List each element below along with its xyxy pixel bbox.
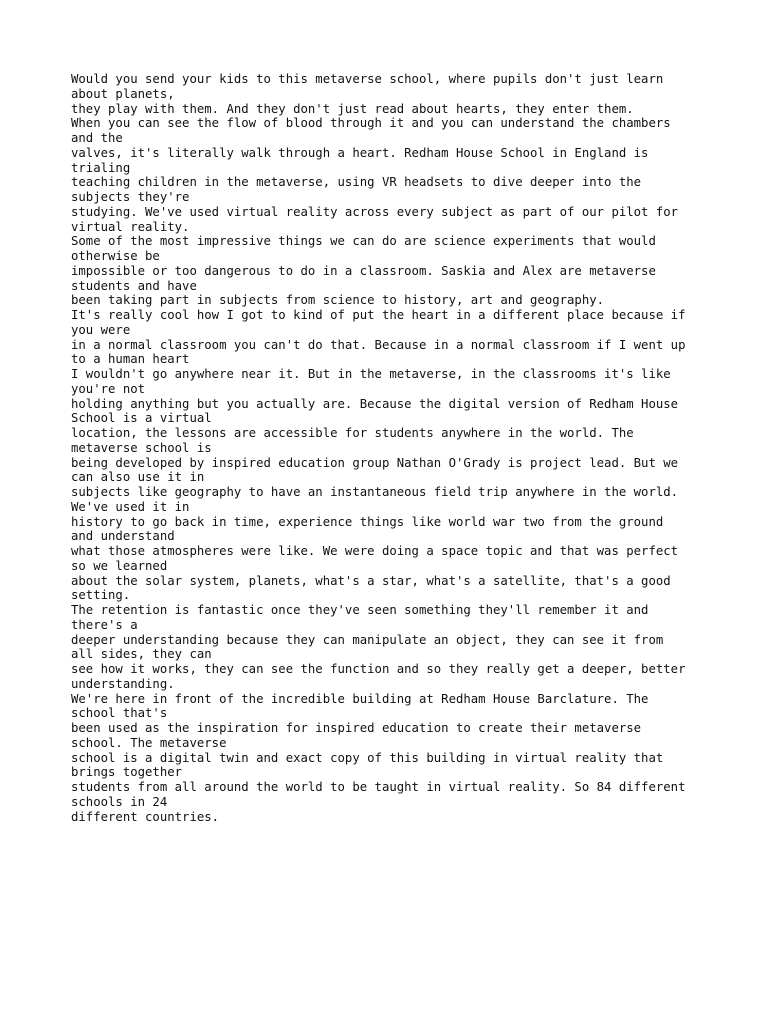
transcript-line: It's really cool how I got to kind of put the heart in a different place because if: [71, 308, 686, 322]
transcript-line: Some of the most impressive things we can do are science experiments that would: [71, 234, 656, 249]
transcript-line: I wouldn't go anywhere near it. But in the metaverse, in the classrooms it's like: [71, 367, 671, 381]
transcript-line: virtual reality.: [71, 219, 190, 234]
transcript-line: you were: [71, 322, 131, 337]
transcript-line: location, the lessons are accessible for students anywhere in the world. The: [71, 426, 634, 440]
transcript-line: brings together: [71, 765, 183, 780]
transcript-line: about the solar system, planets, what's a star, what's a satellite, that's a good: [71, 573, 671, 588]
transcript-line: We're here in front of the incredible building at Redham House Barclature. The: [71, 691, 649, 706]
transcript-line: otherwise be: [71, 249, 160, 263]
transcript-line: valves, it's literally walk through a heart. Redham House School in England is: [71, 145, 649, 160]
transcript-line: teaching children in the metaverse, using VR headsets to dive deeper into the: [71, 175, 642, 190]
transcript-line: you're not: [71, 381, 146, 396]
transcript-line: holding anything but you actually are. Because the digital version of Redham House: [71, 396, 679, 411]
transcript-line: there's a: [71, 617, 138, 632]
transcript-line: When you can see the flow of blood through it and you can understand the chambers: [71, 116, 671, 131]
transcript-line: metaverse school is: [71, 440, 212, 455]
transcript-line: The retention is fantastic once they've seen something they'll remember it and: [71, 603, 649, 617]
transcript-line: they play with them. And they don't just read about hearts, they enter them.: [71, 101, 634, 116]
transcript-line: trialing: [71, 160, 131, 175]
transcript-line: studying. We've used virtual reality across every subject as part of our pilot for: [71, 204, 679, 219]
transcript-line: setting.: [71, 588, 131, 603]
transcript-line: see how it works, they can see the function and so they really get a deeper, better: [71, 662, 686, 676]
transcript-line: students from all around the world to be taught in virtual reality. So 84 different: [71, 780, 686, 794]
transcript-line: all sides, they can: [71, 647, 212, 662]
transcript-line: subjects they're: [71, 190, 190, 204]
transcript-line: to a human heart: [71, 352, 190, 367]
transcript-line: history to go back in time, experience things like world war two from the ground: [71, 514, 664, 529]
transcript-line: understanding.: [71, 676, 175, 691]
transcript-line: in a normal classroom you can't do that. Because in a normal classroom if I went up: [71, 337, 686, 352]
transcript-line: impossible or too dangerous to do in a classroom. Saskia and Alex are metaverse: [71, 263, 656, 278]
transcript-line: and the: [71, 131, 123, 145]
transcript-body: [71, 72, 711, 824]
transcript-line: so we learned: [71, 558, 168, 573]
transcript-line: school is a digital twin and exact copy of this building in virtual reality that: [71, 750, 664, 765]
transcript-line: about planets,: [71, 86, 175, 101]
transcript-line: different countries.: [71, 809, 220, 824]
transcript-line: Would you send your kids to this metaverse school, where pupils don't just learn: [71, 72, 664, 86]
transcript-line: School is a virtual: [71, 411, 212, 426]
transcript-line: been used as the inspiration for inspired education to create their metaverse: [71, 721, 642, 735]
transcript-line: school that's: [71, 706, 168, 721]
transcript-line: students and have: [71, 278, 197, 293]
transcript-line: can also use it in: [71, 470, 205, 485]
transcript-line: being developed by inspired education group Nathan O'Grady is project lead. But we: [71, 455, 679, 470]
transcript-line: what those atmospheres were like. We were doing a space topic and that was perfect: [71, 544, 679, 558]
transcript-line: We've used it in: [71, 499, 190, 514]
transcript-line: school. The metaverse: [71, 735, 227, 750]
transcript-line: schools in 24: [71, 794, 168, 809]
transcript-line: been taking part in subjects from science to history, art and geography.: [71, 293, 605, 308]
transcript-line: deeper understanding because they can manipulate an object, they can see it from: [71, 632, 664, 647]
transcript-line: and understand: [71, 529, 175, 544]
transcript-line: subjects like geography to have an instantaneous field trip anywhere in the world.: [71, 485, 679, 499]
